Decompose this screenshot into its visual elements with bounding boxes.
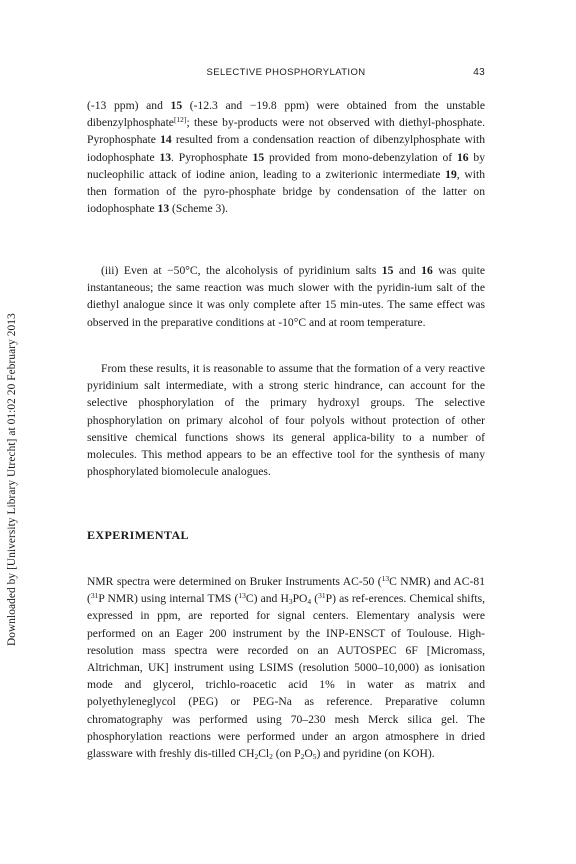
subscript: 2 [269,752,273,762]
compound-number: 16 [421,264,433,277]
text-run: was quite instantaneous; the same reaction was much slower with the pyridin-ium salt of the diethyl analogue since it was only complete after 15 min-utes. The same effect was observed in the preparative conditions at -10°C and at room temperature. [87,264,485,329]
subscript: 3 [288,597,293,607]
download-watermark [3,236,23,646]
text-run: ( [311,592,319,606]
section-heading-experimental: EXPERIMENTAL [87,528,189,542]
text-run: and [393,264,422,277]
superscript: 13 [381,574,390,583]
compound-number: 16 [456,150,469,164]
text-run: O [304,747,313,761]
text-run: P NMR) using internal TMS ( [98,592,239,606]
text-run: . Pyrophosphate [171,150,253,164]
text-run: ; these by-products were not observed with diethyl-phosphate. Pyrophosphate [87,116,485,147]
superscript: 13 [238,591,246,601]
superscript: 31 [90,591,99,601]
text-run: (iii) Even at −50°C, the alcoholysis of pyridinium salts [101,264,382,277]
compound-number: 15 [252,150,265,164]
text-run: (on P [272,747,301,761]
text-run: ) and pyridine (on KOH). [316,747,435,761]
paragraph-alcoholysis [87,262,485,331]
text-run: C NMR) and AC-81 ( [87,575,485,606]
subscript: 5 [312,752,317,762]
compound-number: 13 [159,150,172,164]
paragraph-byproducts [87,97,485,217]
paragraph-experimental [87,573,485,762]
citation-reference: [12] [173,115,187,125]
compound-number: 13 [157,202,170,216]
text-run: C) and H [245,592,289,606]
paragraph-conclusion-text: From these results, it is reasonable to assume that the formation of a very reactive pyridinium salt intermediate, with a strong steric hindrance, can account for the selective phosphorylation of the primary hydroxyl groups. The selective phosphorylation on primary alcohol of four polyols without protection of other sensitive chemical functions shows its general applica-bility to a number of molecules. This method appears to be an effective tool for the synthesis of many phosphorylated biomolecule analogues. [87,362,485,479]
paragraph-conclusion [87,360,485,480]
compound-number: 15 [381,264,394,277]
text-run: (-13 ppm) and [87,99,171,112]
subscript: 2 [300,752,305,762]
download-watermark-text: Downloaded by [University Library Utrecht] at 01:02 20 February 2013 [6,313,18,646]
page-number: 43 [473,67,485,78]
text-run: by nucleophilic attack of iodine anion, leading to a zwiterionic intermediate [87,150,485,181]
running-head-title: SELECTIVE PHOSPHORYLATION [206,67,366,78]
text-run: Cl [258,747,270,761]
text-run: NMR spectra were determined on Bruker Instruments AC-50 ( [87,575,382,588]
compound-number: 14 [160,133,172,147]
compound-number: 15 [170,99,183,112]
text-run: , with then formation of the pyro-phosphate bridge by condensation of the latter on iodophosphate [87,167,485,216]
text-run: provided from mono-debenzylation of [264,150,457,164]
text-run: PO [292,592,308,606]
text-run: (-12.3 and −19.8 ppm) were obtained from the unstable dibenzylphosphate [87,99,485,130]
superscript: 31 [318,591,326,601]
text-run: (Scheme 3). [169,202,229,216]
subscript: 4 [307,597,312,607]
text-run: resulted from a condensation reaction of dibenzylphosphate with iodophosphate [87,133,486,164]
text-run: P) as ref-erences. Chemical shifts, expressed in ppm, are reported for signal centers. Elementary analysis were performed on an Eager 200 instrument by the INP-ENSCT of Toulouse. High-resolution mass spectra were recorded on an AUTOSPEC 6F [Micromass, Altrichman, UK] instrument using LSIMS (resolution 5000–10,000) as ionisation mode and glycerol, trichlo-roacetic acid 1% in water as matrix and polyethyleneglycol (PEG) or PEG-Na as reference. Preparative column chromatography was performed using 70–230 mesh Merck silica gel. The phosphorylation reactions were performed under an argon atmosphere in dried glassware with freshly dis-tilled CH [87,592,485,761]
subscript: 2 [254,752,259,762]
compound-number: 19 [445,167,457,181]
